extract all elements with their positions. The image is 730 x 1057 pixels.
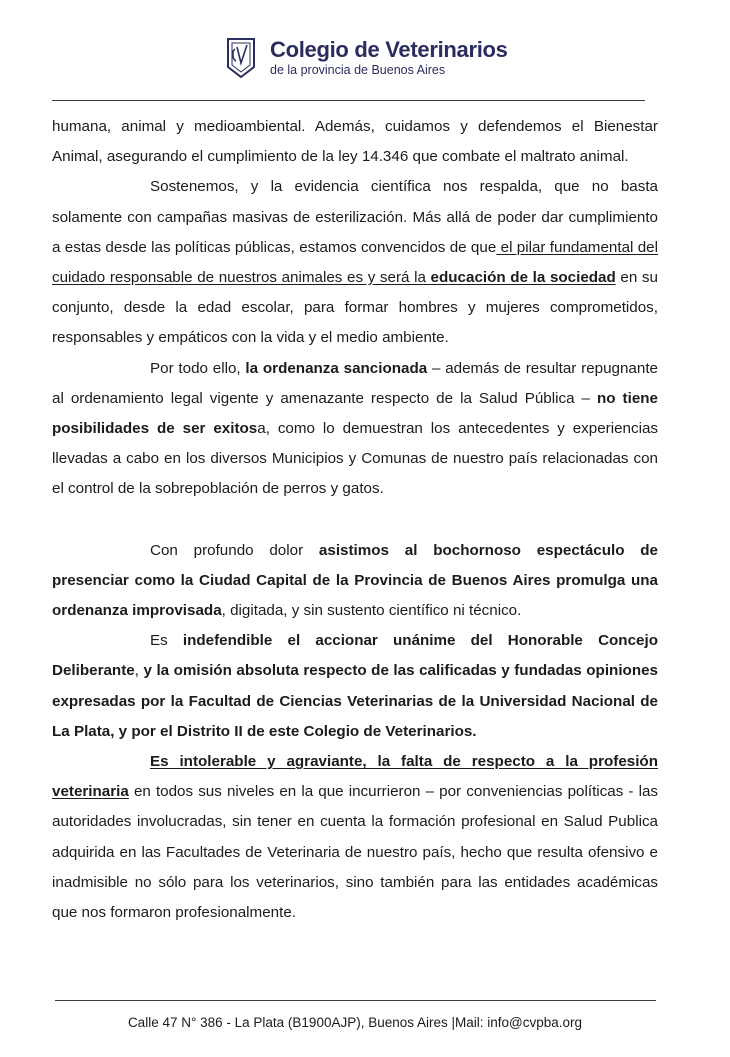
text-run: Sostenemos, y la evidencia científica nos respalda, que no basta solamente con campañas masivas de esterilización. Más allá de poder dar cumplimiento a estas desde las políticas públicas, estamos convencidos de que (52, 178, 658, 256)
header-divider (52, 100, 645, 101)
text-run: Es (150, 632, 183, 650)
bold-text: indefendible el accionar unánime del Honorable Concejo Deliberante (52, 632, 658, 680)
organization-subtitle: de la provincia de Buenos Aires (270, 63, 446, 78)
bold-text: y la omisión absoluta respecto de las calificadas y fundadas opiniones expresadas por la Facultad de Ciencias Veterinarias de la Universidad Nacional de La Plata, y por el Distrito II de este Colegio de Veterinarios. (52, 662, 658, 740)
text-run: en todos sus niveles en la que incurrieron – por conveniencias políticas - las autoridades involucradas, sin tener en cuenta la formación profesional en Salud Publica adquirida en las Facultades de Veterinaria de nuestro país, hecho que resulta ofensivo e inadmisible no sólo para los veterinarios, sino también para las entidades académicas que nos formaron profesionalmente. (52, 783, 658, 922)
text-run: – además de resultar repugnante al ordenamiento legal vigente y amenazante respecto de la Salud Pública – (52, 359, 658, 407)
footer-divider (55, 1000, 656, 1001)
text-run: humana, animal y medioambiental. Además, cuidamos y defendemos el Bienestar Animal, asegurando el cumplimiento de la ley 14.346 que combate el maltrato animal. (52, 118, 658, 166)
body-paragraph (52, 626, 658, 747)
body-paragraph (52, 536, 658, 627)
text-run: , (134, 662, 144, 680)
bold-text: asistimos al bochornoso espectáculo de presenciar como la Ciudad Capital de la Provincia de Buenos Aires promulga una ordenanza improvisada (52, 541, 658, 620)
bold-text: la ordenanza sancionada (245, 359, 428, 377)
footer-address: Calle 47 N° 386 - La Plata (B1900AJP), Buenos Aires |Mail: info@cvpba.org (127, 1015, 583, 1030)
text-run: Por todo ello, (150, 359, 246, 377)
text-run: en su conjunto, desde la edad escolar, para formar hombres y mujeres comprometidos, responsables y empáticos con la vida y el medio ambiente. (52, 269, 658, 347)
text-run: Con profundo dolor (150, 541, 319, 559)
text-run: , digitada, y sin sustento científico ni técnico. (221, 602, 522, 620)
letterhead (226, 33, 508, 83)
body-paragraph (52, 172, 658, 353)
organization-name: Colegio de Veterinarios (270, 37, 508, 63)
body-paragraph (52, 354, 658, 505)
paragraph-spacer (52, 505, 658, 536)
bold-text: no tiene posibilidades de ser exitos (52, 389, 658, 438)
underlined-text: el pilar fundamental del cuidado responsable de nuestros animales es y será la (52, 238, 658, 287)
text-run: a, como lo demuestran los antecedentes y experiencias llevadas a cabo en los diversos Municipios y Comunas de nuestro país relacionadas con el control de la sobrepoblación de perros y gatos. (52, 420, 658, 498)
college-shield-logo-icon (226, 37, 256, 79)
bold-underlined-text: Es intolerable y agraviante, la falta de respecto a la profesión veterinaria (52, 753, 658, 801)
bold-underlined-text: educación de la sociedad (430, 269, 616, 287)
letter-body (52, 112, 658, 928)
body-paragraph (52, 112, 658, 172)
body-paragraph (52, 747, 658, 928)
